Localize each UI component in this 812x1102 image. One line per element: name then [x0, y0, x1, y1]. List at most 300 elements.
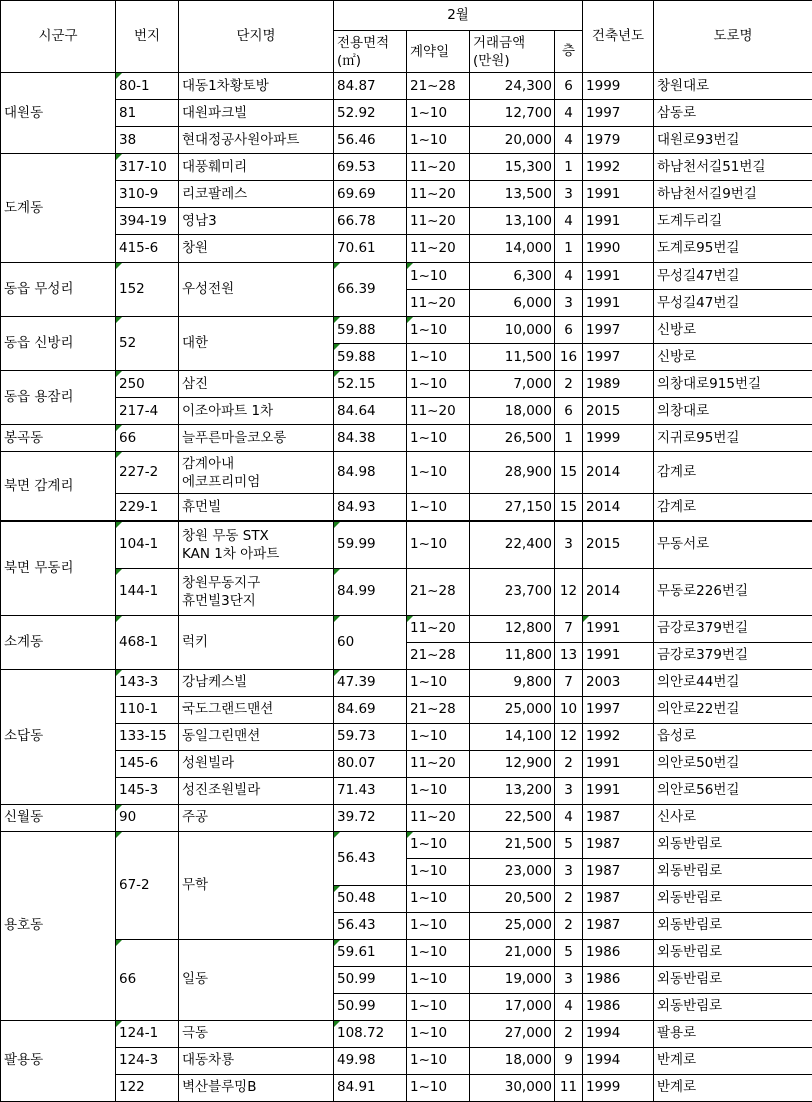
built-year-cell: 2014 — [583, 568, 654, 615]
table-row — [1, 317, 812, 344]
area-cell: 59.73 — [334, 723, 407, 750]
area-cell: 52.92 — [334, 100, 407, 127]
contract-day-cell: 1~10 — [407, 723, 470, 750]
floor-cell: 6 — [555, 398, 583, 425]
road-name-cell: 무성길47번길 — [654, 290, 812, 317]
district-cell: 소계동 — [1, 615, 116, 669]
price-cell: 13,200 — [470, 777, 555, 804]
price-cell: 14,100 — [470, 723, 555, 750]
area-cell: 52.15 — [334, 371, 407, 398]
contract-day-cell: 1~10 — [407, 425, 470, 452]
road-name-cell: 도계로95번길 — [654, 235, 812, 263]
contract-day-cell: 1~10 — [407, 452, 470, 494]
lot-cell: 122 — [116, 1074, 179, 1101]
lot-cell: 144-1 — [116, 568, 179, 615]
floor-cell: 5 — [555, 939, 583, 966]
floor-cell: 4 — [555, 208, 583, 235]
complex-name-line: 리코팔레스 — [182, 186, 247, 202]
built-year-cell: 1997 — [583, 344, 654, 371]
price-cell: 25,000 — [470, 696, 555, 723]
price-cell: 7,000 — [470, 371, 555, 398]
road-name-cell: 반계로 — [654, 1047, 812, 1074]
complex-name-line: KAN 1차 아파트 — [182, 546, 279, 562]
road-name-cell: 의안로22번길 — [654, 696, 812, 723]
built-year-cell: 1990 — [583, 235, 654, 263]
complex-name-cell — [179, 154, 334, 181]
built-year-cell: 2015 — [583, 521, 654, 568]
header-price-line2: (만원) — [473, 53, 510, 69]
lot-cell: 67-2 — [116, 831, 179, 939]
road-name-cell: 하남천서길51번길 — [654, 154, 812, 181]
price-cell: 21,500 — [470, 831, 555, 858]
complex-name-line: 성원빌라 — [182, 755, 234, 771]
price-cell: 6,300 — [470, 263, 555, 290]
table-row — [1, 208, 812, 235]
road-name-cell: 외동반림로 — [654, 885, 812, 912]
complex-name-cell — [179, 1074, 334, 1101]
price-cell: 23,000 — [470, 858, 555, 885]
area-cell: 66.39 — [334, 263, 407, 317]
area-cell: 59.88 — [334, 344, 407, 371]
complex-name-cell — [179, 723, 334, 750]
contract-day-cell: 1~10 — [407, 127, 470, 154]
area-cell: 59.99 — [334, 521, 407, 568]
lot-cell: 66 — [116, 425, 179, 452]
contract-day-cell: 1~10 — [407, 885, 470, 912]
floor-cell: 12 — [555, 568, 583, 615]
contract-day-cell: 1~10 — [407, 344, 470, 371]
lot-cell: 152 — [116, 263, 179, 317]
road-name-cell: 신사로 — [654, 804, 812, 831]
complex-name-line: 대원파크빌 — [182, 105, 247, 121]
price-cell: 18,000 — [470, 398, 555, 425]
built-year-cell: 1991 — [583, 208, 654, 235]
road-name-cell: 창원대로 — [654, 73, 812, 100]
floor-cell: 3 — [555, 290, 583, 317]
floor-cell: 3 — [555, 181, 583, 208]
price-cell: 12,700 — [470, 100, 555, 127]
price-cell: 13,500 — [470, 181, 555, 208]
contract-day-cell: 1~10 — [407, 858, 470, 885]
contract-day-cell: 11~20 — [407, 750, 470, 777]
floor-cell: 3 — [555, 777, 583, 804]
built-year-cell: 2014 — [583, 452, 654, 494]
complex-name-cell — [179, 317, 334, 371]
area-cell: 84.64 — [334, 398, 407, 425]
price-cell: 30,000 — [470, 1074, 555, 1101]
complex-name-line: 창원무동지구 — [182, 575, 260, 591]
complex-name-line: 럭키 — [182, 634, 208, 650]
complex-name-line: 창원 무동 STX — [182, 528, 269, 544]
area-cell: 71.43 — [334, 777, 407, 804]
road-name-cell: 금강로379번길 — [654, 642, 812, 669]
complex-name-cell — [179, 1047, 334, 1074]
area-cell: 56.43 — [334, 912, 407, 939]
header-price-line1: 거래금액 — [473, 35, 525, 51]
complex-name-cell — [179, 521, 334, 568]
complex-name-cell — [179, 669, 334, 696]
area-cell: 60 — [334, 615, 407, 669]
built-year-cell: 1987 — [583, 804, 654, 831]
floor-cell: 6 — [555, 317, 583, 344]
table-row — [1, 939, 812, 966]
road-name-cell: 외동반림로 — [654, 858, 812, 885]
contract-day-cell: 21~28 — [407, 568, 470, 615]
lot-cell: 133-15 — [116, 723, 179, 750]
floor-cell: 1 — [555, 425, 583, 452]
floor-cell: 11 — [555, 1074, 583, 1101]
lot-cell: 145-3 — [116, 777, 179, 804]
table-row — [1, 723, 812, 750]
area-cell: 69.53 — [334, 154, 407, 181]
area-cell: 59.88 — [334, 317, 407, 344]
complex-name-line: 영남3 — [182, 213, 217, 229]
built-year-cell: 1991 — [583, 263, 654, 290]
district-cell: 소답동 — [1, 669, 116, 804]
contract-day-cell: 11~20 — [407, 615, 470, 642]
lot-cell: 90 — [116, 804, 179, 831]
floor-cell: 3 — [555, 858, 583, 885]
lot-cell: 310-9 — [116, 181, 179, 208]
lot-cell: 80-1 — [116, 73, 179, 100]
floor-cell: 2 — [555, 1020, 583, 1047]
header-floor: 층 — [555, 31, 583, 73]
road-name-cell: 무동로226번길 — [654, 568, 812, 615]
district-cell: 봉곡동 — [1, 425, 116, 452]
table-row — [1, 750, 812, 777]
road-name-cell: 삼동로 — [654, 100, 812, 127]
complex-name-line: 우성전원 — [182, 281, 234, 297]
floor-cell: 4 — [555, 127, 583, 154]
price-cell: 18,000 — [470, 1047, 555, 1074]
built-year-cell: 2014 — [583, 494, 654, 522]
complex-name-line: 대풍훼미리 — [182, 159, 247, 175]
contract-day-cell: 1~10 — [407, 371, 470, 398]
area-cell: 80.07 — [334, 750, 407, 777]
built-year-cell: 2015 — [583, 398, 654, 425]
area-cell: 84.99 — [334, 568, 407, 615]
built-year-cell: 1999 — [583, 73, 654, 100]
floor-cell: 2 — [555, 912, 583, 939]
area-cell: 47.39 — [334, 669, 407, 696]
road-name-cell: 의안로56번길 — [654, 777, 812, 804]
district-cell: 신월동 — [1, 804, 116, 831]
district-cell: 용호동 — [1, 831, 116, 1020]
road-name-cell: 외동반림로 — [654, 966, 812, 993]
contract-day-cell: 11~20 — [407, 154, 470, 181]
table-row — [1, 263, 812, 290]
table-row — [1, 100, 812, 127]
floor-cell: 2 — [555, 750, 583, 777]
price-cell: 19,000 — [470, 966, 555, 993]
built-year-cell: 1991 — [583, 777, 654, 804]
floor-cell: 5 — [555, 831, 583, 858]
built-year-cell: 1989 — [583, 371, 654, 398]
complex-name-cell — [179, 1020, 334, 1047]
district-cell: 동읍 무성리 — [1, 263, 116, 317]
complex-name-cell — [179, 939, 334, 1020]
area-cell: 50.48 — [334, 885, 407, 912]
floor-cell: 13 — [555, 642, 583, 669]
floor-cell: 7 — [555, 669, 583, 696]
floor-cell: 16 — [555, 344, 583, 371]
floor-cell: 3 — [555, 966, 583, 993]
complex-name-line: 삼진 — [182, 376, 208, 392]
header-contract-day: 계약일 — [407, 31, 470, 73]
road-name-cell: 의창대로915번길 — [654, 371, 812, 398]
area-cell: 70.61 — [334, 235, 407, 263]
complex-name-line: 극동 — [182, 1025, 208, 1041]
header-area-line1: 전용면적 — [337, 35, 389, 51]
complex-name-cell — [179, 615, 334, 669]
price-cell: 27,000 — [470, 1020, 555, 1047]
table-row — [1, 371, 812, 398]
road-name-cell: 의창대로 — [654, 398, 812, 425]
complex-name-line: 에코프리미엄 — [182, 474, 260, 490]
contract-day-cell: 1~10 — [407, 669, 470, 696]
header-month: 2월 — [334, 1, 583, 31]
complex-name-line: 감계아내 — [182, 456, 234, 472]
price-cell: 20,000 — [470, 127, 555, 154]
area-cell: 108.72 — [334, 1020, 407, 1047]
road-name-cell: 외동반림로 — [654, 831, 812, 858]
built-year-cell: 1987 — [583, 858, 654, 885]
complex-name-cell — [179, 73, 334, 100]
price-cell: 26,500 — [470, 425, 555, 452]
complex-name-cell — [179, 235, 334, 263]
built-year-cell: 1994 — [583, 1020, 654, 1047]
road-name-cell: 의안로50번길 — [654, 750, 812, 777]
complex-name-line: 늘푸른마을코오롱 — [182, 430, 286, 446]
price-cell: 17,000 — [470, 993, 555, 1020]
contract-day-cell: 11~20 — [407, 208, 470, 235]
road-name-cell: 도계두리길 — [654, 208, 812, 235]
built-year-cell: 1999 — [583, 1074, 654, 1101]
complex-name-line: 무학 — [182, 877, 208, 893]
road-name-cell: 대원로93번길 — [654, 127, 812, 154]
price-cell: 23,700 — [470, 568, 555, 615]
road-name-cell: 지귀로95번길 — [654, 425, 812, 452]
road-name-cell: 팔용로 — [654, 1020, 812, 1047]
district-cell: 동읍 용잠리 — [1, 371, 116, 425]
lot-cell: 217-4 — [116, 398, 179, 425]
complex-name-cell — [179, 831, 334, 939]
contract-day-cell: 1~10 — [407, 263, 470, 290]
complex-name-line: 강남케스빌 — [182, 674, 247, 690]
area-cell: 49.98 — [334, 1047, 407, 1074]
lot-cell: 66 — [116, 939, 179, 1020]
complex-name-cell — [179, 208, 334, 235]
built-year-cell: 1991 — [583, 750, 654, 777]
built-year-cell: 1991 — [583, 642, 654, 669]
floor-cell: 4 — [555, 804, 583, 831]
lot-cell: 229-1 — [116, 494, 179, 522]
contract-day-cell: 11~20 — [407, 181, 470, 208]
complex-name-cell — [179, 777, 334, 804]
contract-day-cell: 21~28 — [407, 642, 470, 669]
built-year-cell: 1991 — [583, 181, 654, 208]
table-row — [1, 425, 812, 452]
contract-day-cell: 1~10 — [407, 777, 470, 804]
complex-name-line: 주공 — [182, 809, 208, 825]
district-cell: 도계동 — [1, 154, 116, 263]
road-name-cell: 무성길47번길 — [654, 263, 812, 290]
complex-name-line: 성진조원빌라 — [182, 782, 260, 798]
price-cell: 21,000 — [470, 939, 555, 966]
complex-name-line: 휴먼빌 — [182, 499, 221, 515]
header-built-year: 건축년도 — [583, 1, 654, 73]
area-cell: 56.46 — [334, 127, 407, 154]
district-cell: 동읍 신방리 — [1, 317, 116, 371]
lot-cell: 110-1 — [116, 696, 179, 723]
contract-day-cell: 1~10 — [407, 1020, 470, 1047]
area-cell: 84.91 — [334, 1074, 407, 1101]
complex-name-line: 대동1차황토방 — [182, 78, 269, 94]
built-year-cell: 1986 — [583, 966, 654, 993]
area-cell: 59.61 — [334, 939, 407, 966]
contract-day-cell: 21~28 — [407, 696, 470, 723]
floor-cell: 4 — [555, 993, 583, 1020]
lot-cell: 38 — [116, 127, 179, 154]
table-row — [1, 615, 812, 642]
contract-day-cell: 1~10 — [407, 912, 470, 939]
contract-day-cell: 1~10 — [407, 521, 470, 568]
table-row — [1, 494, 812, 522]
lot-cell: 124-1 — [116, 1020, 179, 1047]
complex-name-cell — [179, 127, 334, 154]
floor-cell: 9 — [555, 1047, 583, 1074]
header-area-line2: (㎡) — [337, 53, 361, 69]
complex-name-cell — [179, 263, 334, 317]
complex-name-line: 대한 — [182, 335, 208, 351]
price-cell: 25,000 — [470, 912, 555, 939]
floor-cell: 12 — [555, 723, 583, 750]
floor-cell: 1 — [555, 154, 583, 181]
built-year-cell: 1997 — [583, 696, 654, 723]
road-name-cell: 감계로 — [654, 452, 812, 494]
lot-cell: 143-3 — [116, 669, 179, 696]
floor-cell: 2 — [555, 885, 583, 912]
table-row — [1, 235, 812, 263]
header-area — [334, 31, 407, 73]
road-name-cell: 신방로 — [654, 317, 812, 344]
lot-cell: 104-1 — [116, 521, 179, 568]
price-cell: 12,900 — [470, 750, 555, 777]
lot-cell: 317-10 — [116, 154, 179, 181]
road-name-cell: 하남천서길9번길 — [654, 181, 812, 208]
floor-cell: 4 — [555, 263, 583, 290]
complex-name-cell — [179, 494, 334, 522]
complex-name-cell — [179, 181, 334, 208]
contract-day-cell: 11~20 — [407, 804, 470, 831]
floor-cell: 10 — [555, 696, 583, 723]
floor-cell: 15 — [555, 452, 583, 494]
built-year-cell: 1992 — [583, 723, 654, 750]
floor-cell: 6 — [555, 73, 583, 100]
district-cell: 팔용동 — [1, 1020, 116, 1101]
table-row — [1, 831, 812, 858]
contract-day-cell: 1~10 — [407, 317, 470, 344]
floor-cell: 15 — [555, 494, 583, 522]
road-name-cell: 외동반림로 — [654, 939, 812, 966]
floor-cell: 3 — [555, 521, 583, 568]
contract-day-cell: 1~10 — [407, 100, 470, 127]
table-row — [1, 452, 812, 494]
floor-cell: 2 — [555, 371, 583, 398]
complex-name-line: 벽산블루밍B — [182, 1079, 256, 1095]
complex-name-line: 대동차룡 — [182, 1052, 234, 1068]
complex-name-line: 동일그린맨션 — [182, 728, 260, 744]
road-name-cell: 외동반림로 — [654, 912, 812, 939]
price-cell: 27,150 — [470, 494, 555, 522]
road-name-cell: 반계로 — [654, 1074, 812, 1101]
road-name-cell: 금강로379번길 — [654, 615, 812, 642]
price-cell: 6,000 — [470, 290, 555, 317]
complex-name-cell — [179, 100, 334, 127]
table-row — [1, 127, 812, 154]
contract-day-cell: 1~10 — [407, 993, 470, 1020]
area-cell: 50.99 — [334, 993, 407, 1020]
contract-day-cell: 1~10 — [407, 966, 470, 993]
district-cell: 북면 무동리 — [1, 521, 116, 615]
lot-cell: 52 — [116, 317, 179, 371]
area-cell: 84.93 — [334, 494, 407, 522]
table-row — [1, 181, 812, 208]
contract-day-cell: 21~28 — [407, 73, 470, 100]
price-cell: 10,000 — [470, 317, 555, 344]
district-cell: 대원동 — [1, 73, 116, 154]
built-year-cell: 2003 — [583, 669, 654, 696]
area-cell: 84.98 — [334, 452, 407, 494]
price-cell: 11,800 — [470, 642, 555, 669]
lot-cell: 415-6 — [116, 235, 179, 263]
complex-name-cell — [179, 425, 334, 452]
price-cell: 9,800 — [470, 669, 555, 696]
table-row — [1, 154, 812, 181]
area-cell: 56.43 — [334, 831, 407, 885]
header-road: 도로명 — [654, 1, 812, 73]
price-cell: 20,500 — [470, 885, 555, 912]
road-name-cell: 외동반림로 — [654, 993, 812, 1020]
price-cell: 11,500 — [470, 344, 555, 371]
contract-day-cell: 1~10 — [407, 939, 470, 966]
lot-cell: 81 — [116, 100, 179, 127]
built-year-cell: 1994 — [583, 1047, 654, 1074]
complex-name-line: 현대정공사원아파트 — [182, 132, 299, 148]
built-year-cell: 1979 — [583, 127, 654, 154]
table-row — [1, 669, 812, 696]
contract-day-cell: 1~10 — [407, 831, 470, 858]
contract-day-cell: 1~10 — [407, 494, 470, 522]
price-cell: 28,900 — [470, 452, 555, 494]
table-row — [1, 777, 812, 804]
area-cell: 84.87 — [334, 73, 407, 100]
area-cell: 66.78 — [334, 208, 407, 235]
header-lot: 번지 — [116, 1, 179, 73]
area-cell: 84.38 — [334, 425, 407, 452]
table-row — [1, 568, 812, 615]
built-year-cell: 1987 — [583, 912, 654, 939]
built-year-cell: 1986 — [583, 939, 654, 966]
complex-name-line: 휴먼빌3단지 — [182, 593, 256, 609]
complex-name-cell — [179, 750, 334, 777]
header-complex: 단지명 — [179, 1, 334, 73]
table-row — [1, 1047, 812, 1074]
table-row — [1, 804, 812, 831]
table-row — [1, 1020, 812, 1047]
price-cell: 24,300 — [470, 73, 555, 100]
area-cell: 69.69 — [334, 181, 407, 208]
